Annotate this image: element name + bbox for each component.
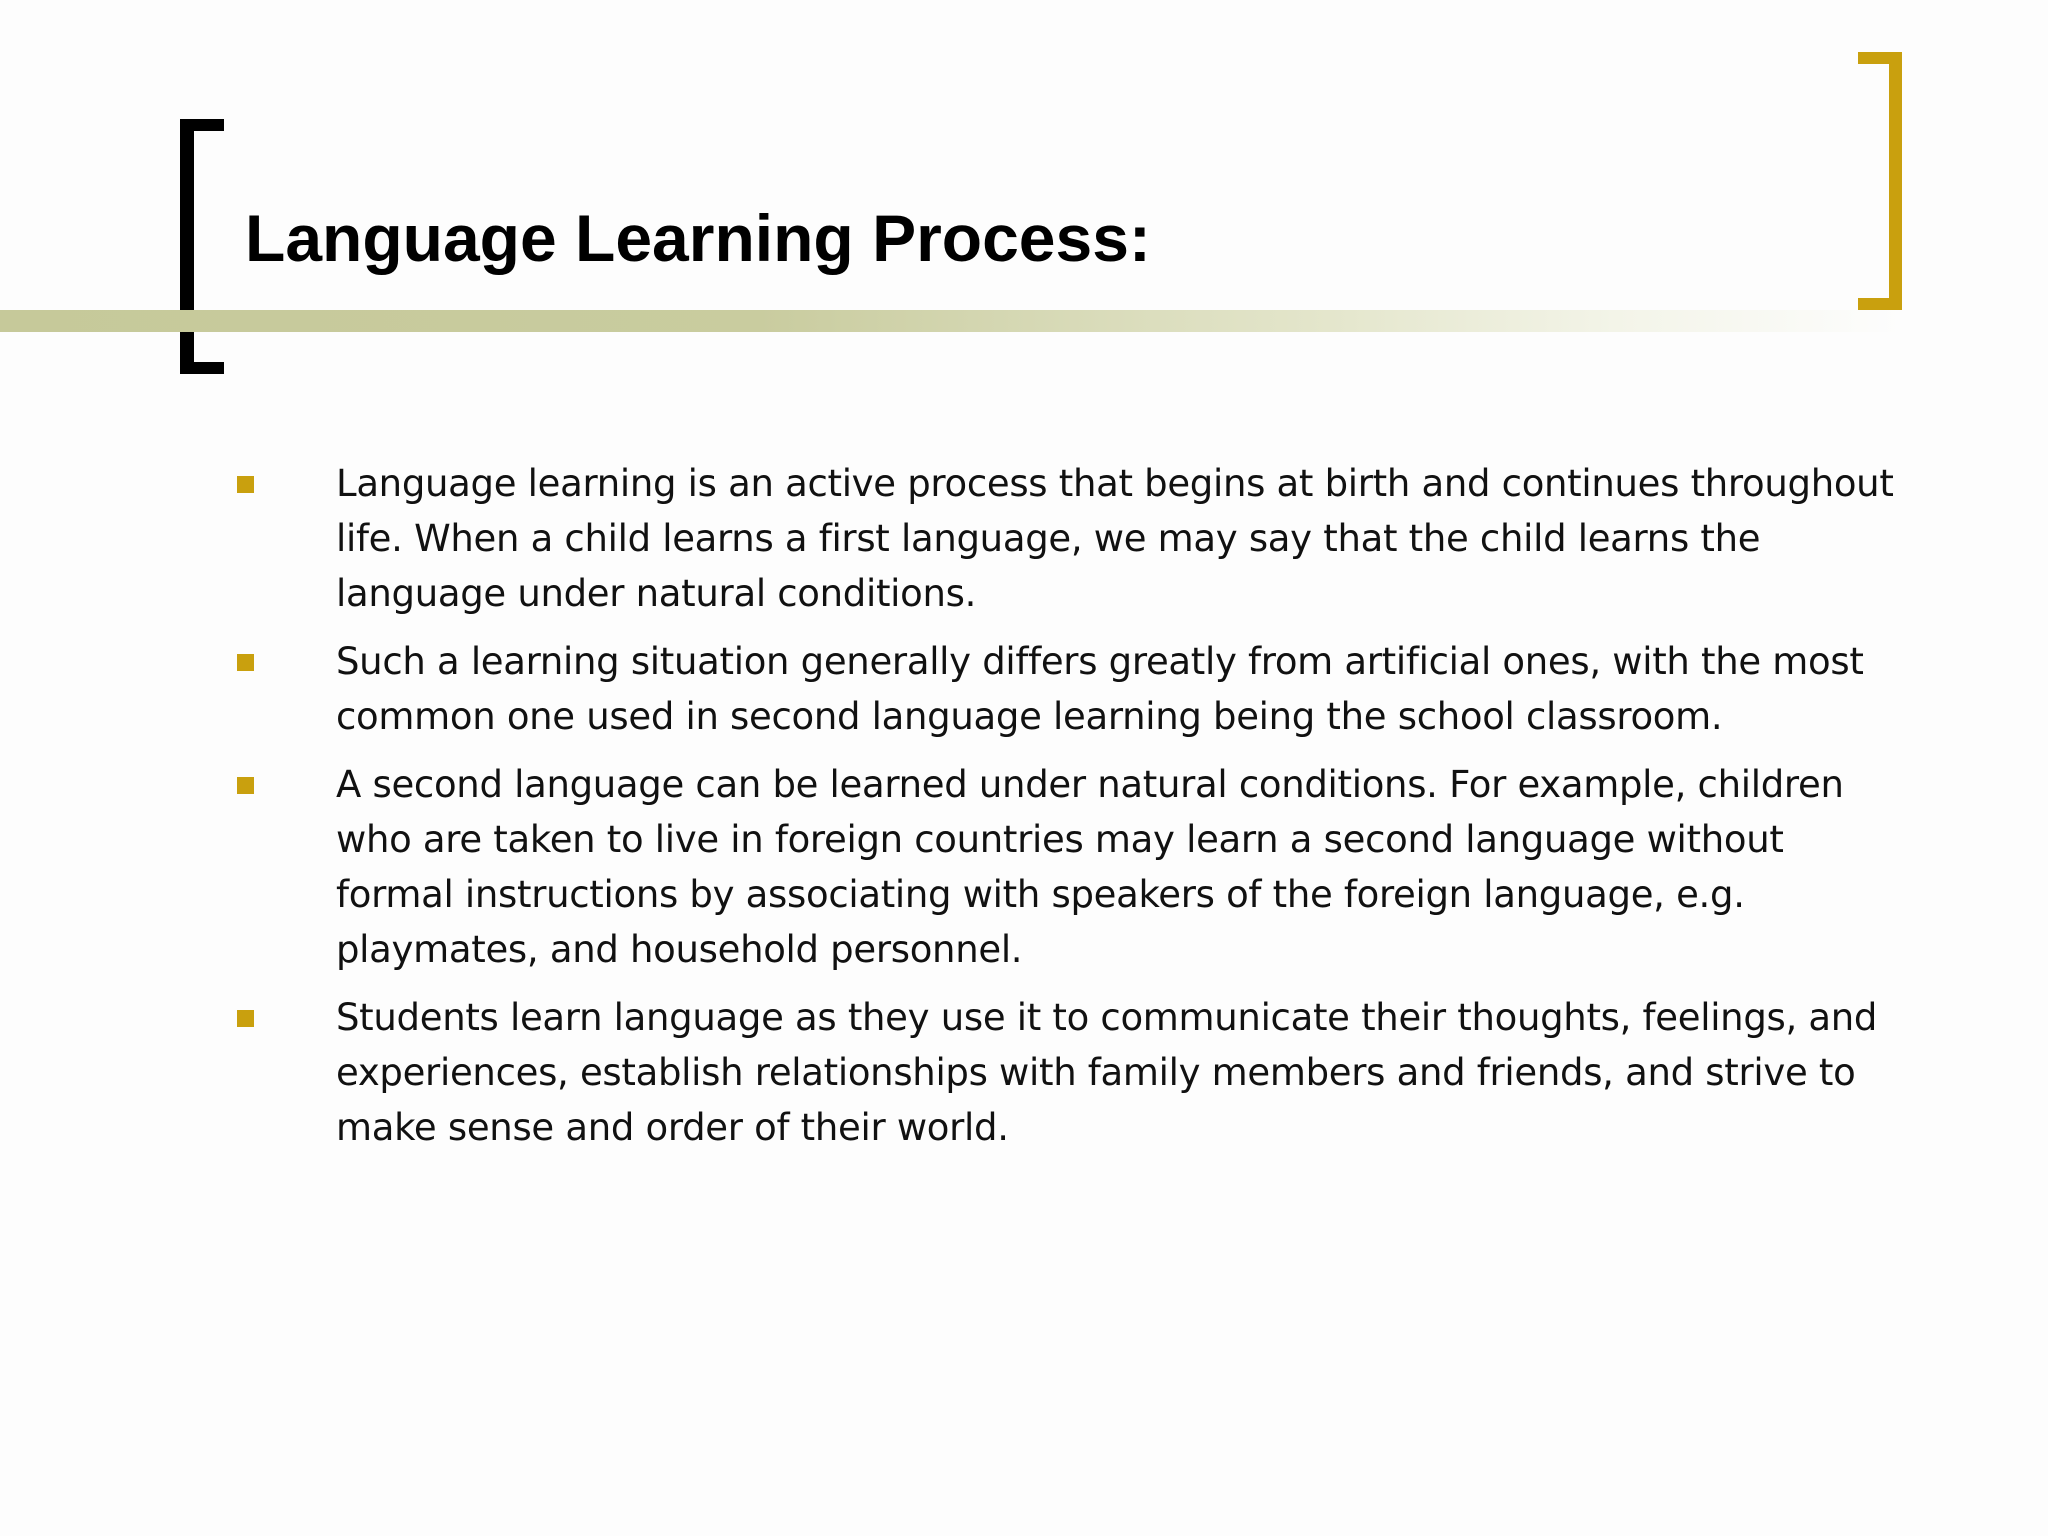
- square-bullet-icon: [237, 777, 254, 794]
- bullet-text: A second language can be learned under natural conditions. For example, children who are taken to live in foreign countries may learn a second language without formal instructions by associating with speakers of the foreign language, e.g. playmates, and household personnel.: [336, 763, 1844, 971]
- square-bullet-icon: [237, 654, 254, 671]
- bullet-text: Students learn language as they use it to communicate their thoughts, feelings, and experiences, establish relationships with family members and friends, and strive to make sense and order of their world.: [336, 996, 1878, 1149]
- bullet-item: [235, 456, 1895, 621]
- square-bullet-icon: [237, 476, 254, 493]
- right-bracket-decoration: [1858, 52, 1902, 310]
- bullet-item: [235, 634, 1895, 744]
- bullet-list: [235, 456, 1895, 1168]
- square-bullet-icon: [237, 1010, 254, 1027]
- bullet-item: [235, 990, 1895, 1155]
- title-rule: [0, 310, 1900, 332]
- bullet-text: Such a learning situation generally differs greatly from artificial ones, with the most common one used in second language learning being the school classroom.: [336, 640, 1864, 738]
- bullet-text: Language learning is an active process that begins at birth and continues throughout life. When a child learns a first language, we may say that the child learns the language under natural conditions.: [336, 462, 1894, 615]
- left-bracket-decoration: [180, 119, 224, 374]
- bullet-item: [235, 757, 1895, 977]
- slide-title: Language Learning Process:: [245, 201, 1151, 275]
